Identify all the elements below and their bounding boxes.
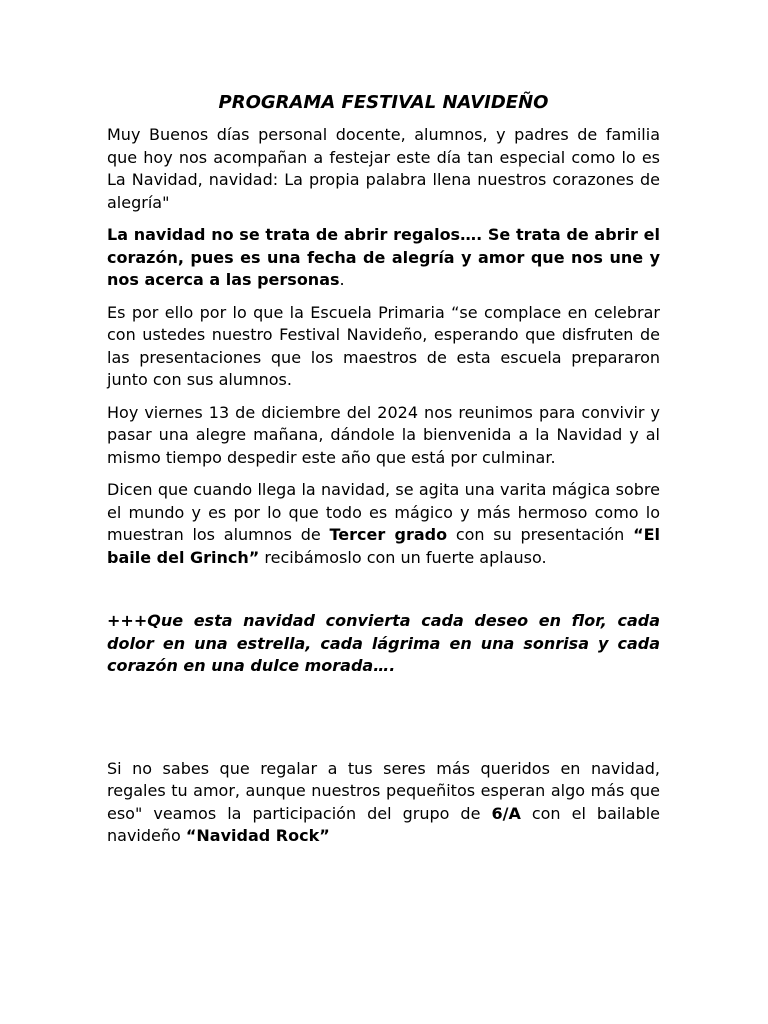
paragraph-school-festival: Es por ello por lo que la Escuela Primaria “se complace en celebrar con ustedes nuestro Festival Navideño, esperando que disfruten de las presentaciones que los maestros de esta escuela prepararon junto con sus alumnos. <box>107 302 660 389</box>
paragraph-third-grade <box>107 479 660 569</box>
paragraph-date: Hoy viernes 13 de diciembre del 2024 nos reunimos para convivir y pasar una alegre mañana, dándole la bienvenida a la Navidad y al mismo tiempo despedir este año que está por culminar. <box>107 402 660 467</box>
paragraph-navidad-meaning <box>107 224 660 292</box>
text-fragment: con su presentación <box>447 525 634 544</box>
statement-period: . <box>339 270 345 289</box>
group-name: 6/A <box>491 803 521 823</box>
presentation-name: “El baile del Grinch” <box>107 525 660 567</box>
text-fragment: recibámoslo con un fuerte aplauso. <box>259 547 547 567</box>
presentation-name: “Navidad Rock” <box>185 826 330 845</box>
christmas-quote: +++Que esta navidad convierta cada deseo en flor, cada dolor en una estrella, cada lágrima en una sonrisa y cada corazón en una dulce morada…. <box>107 611 660 675</box>
document-title: PROGRAMA FESTIVAL NAVIDEÑO <box>218 92 549 113</box>
text-fragment: con el bailable navideño <box>107 803 661 845</box>
text-fragment: Dicen que cuando llega la navidad, se agita una varita mágica sobre el mundo y es por lo que todo es mágico y más hermoso como lo muestran los alumnos de <box>107 480 660 544</box>
document-page <box>107 90 660 848</box>
paragraph-sixth-grade <box>107 758 660 848</box>
text-fragment: Si no sabes que regalar a tus seres más queridos en navidad, regales tu amor, aunque nuestros pequeñitos esperan algo más que eso" veamos la participación del grupo de <box>107 758 660 823</box>
paragraph-greeting: Muy Buenos días personal docente, alumnos, y padres de familia que hoy nos acompañan a festejar este día tan especial como lo es La Navidad, navidad: La propia palabra llena nuestros corazones de alegría" <box>107 125 660 212</box>
bold-statement: La navidad no se trata de abrir regalos…. Se trata de abrir el corazón, pues es una fecha de alegría y amor que nos une y nos acerca a las personas <box>107 225 660 289</box>
group-name: Tercer grado <box>329 525 448 544</box>
